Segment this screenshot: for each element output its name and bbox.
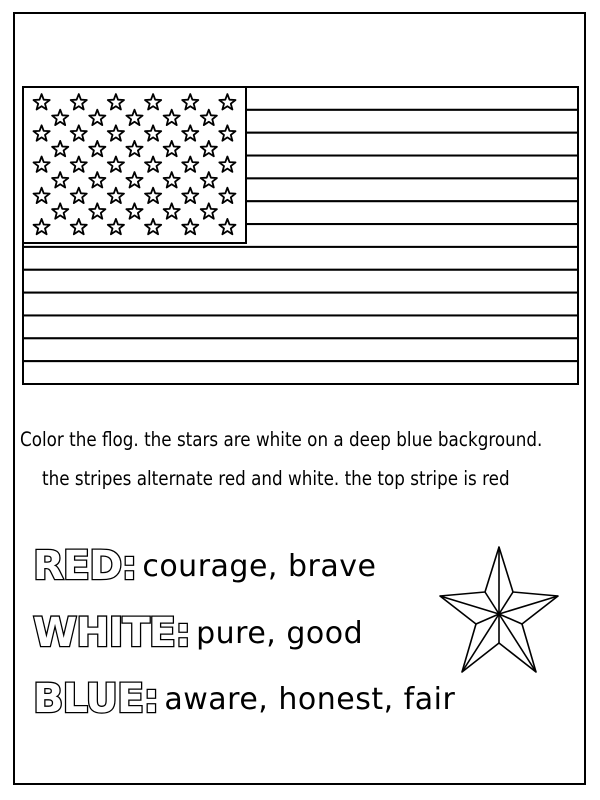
meaning-red xyxy=(33,543,376,593)
flag-stripe xyxy=(23,315,578,338)
meaning-red-text: courage, brave xyxy=(142,548,377,584)
meaning-white-text: pure, good xyxy=(196,615,364,651)
color-word-red: RED: xyxy=(33,543,137,589)
flag-stripe xyxy=(23,338,578,361)
star-icon xyxy=(438,544,560,676)
instruction-line-1: Color the flog. the stars are white on a deep blue background. xyxy=(20,428,543,451)
color-word-blue: BLUE: xyxy=(33,676,159,722)
meaning-white xyxy=(33,610,363,660)
meaning-blue-text: aware, honest, fair xyxy=(164,681,456,717)
flag-stripe xyxy=(23,247,578,270)
meaning-blue xyxy=(33,676,455,726)
flag-stripe xyxy=(23,361,578,384)
flag-outline xyxy=(22,86,579,385)
flag-stripe xyxy=(23,270,578,293)
flag-stripe xyxy=(23,293,578,316)
color-word-white: WHITE: xyxy=(33,610,191,656)
instruction-line-2: the stripes alternate red and white. the top stripe is red xyxy=(42,467,510,490)
